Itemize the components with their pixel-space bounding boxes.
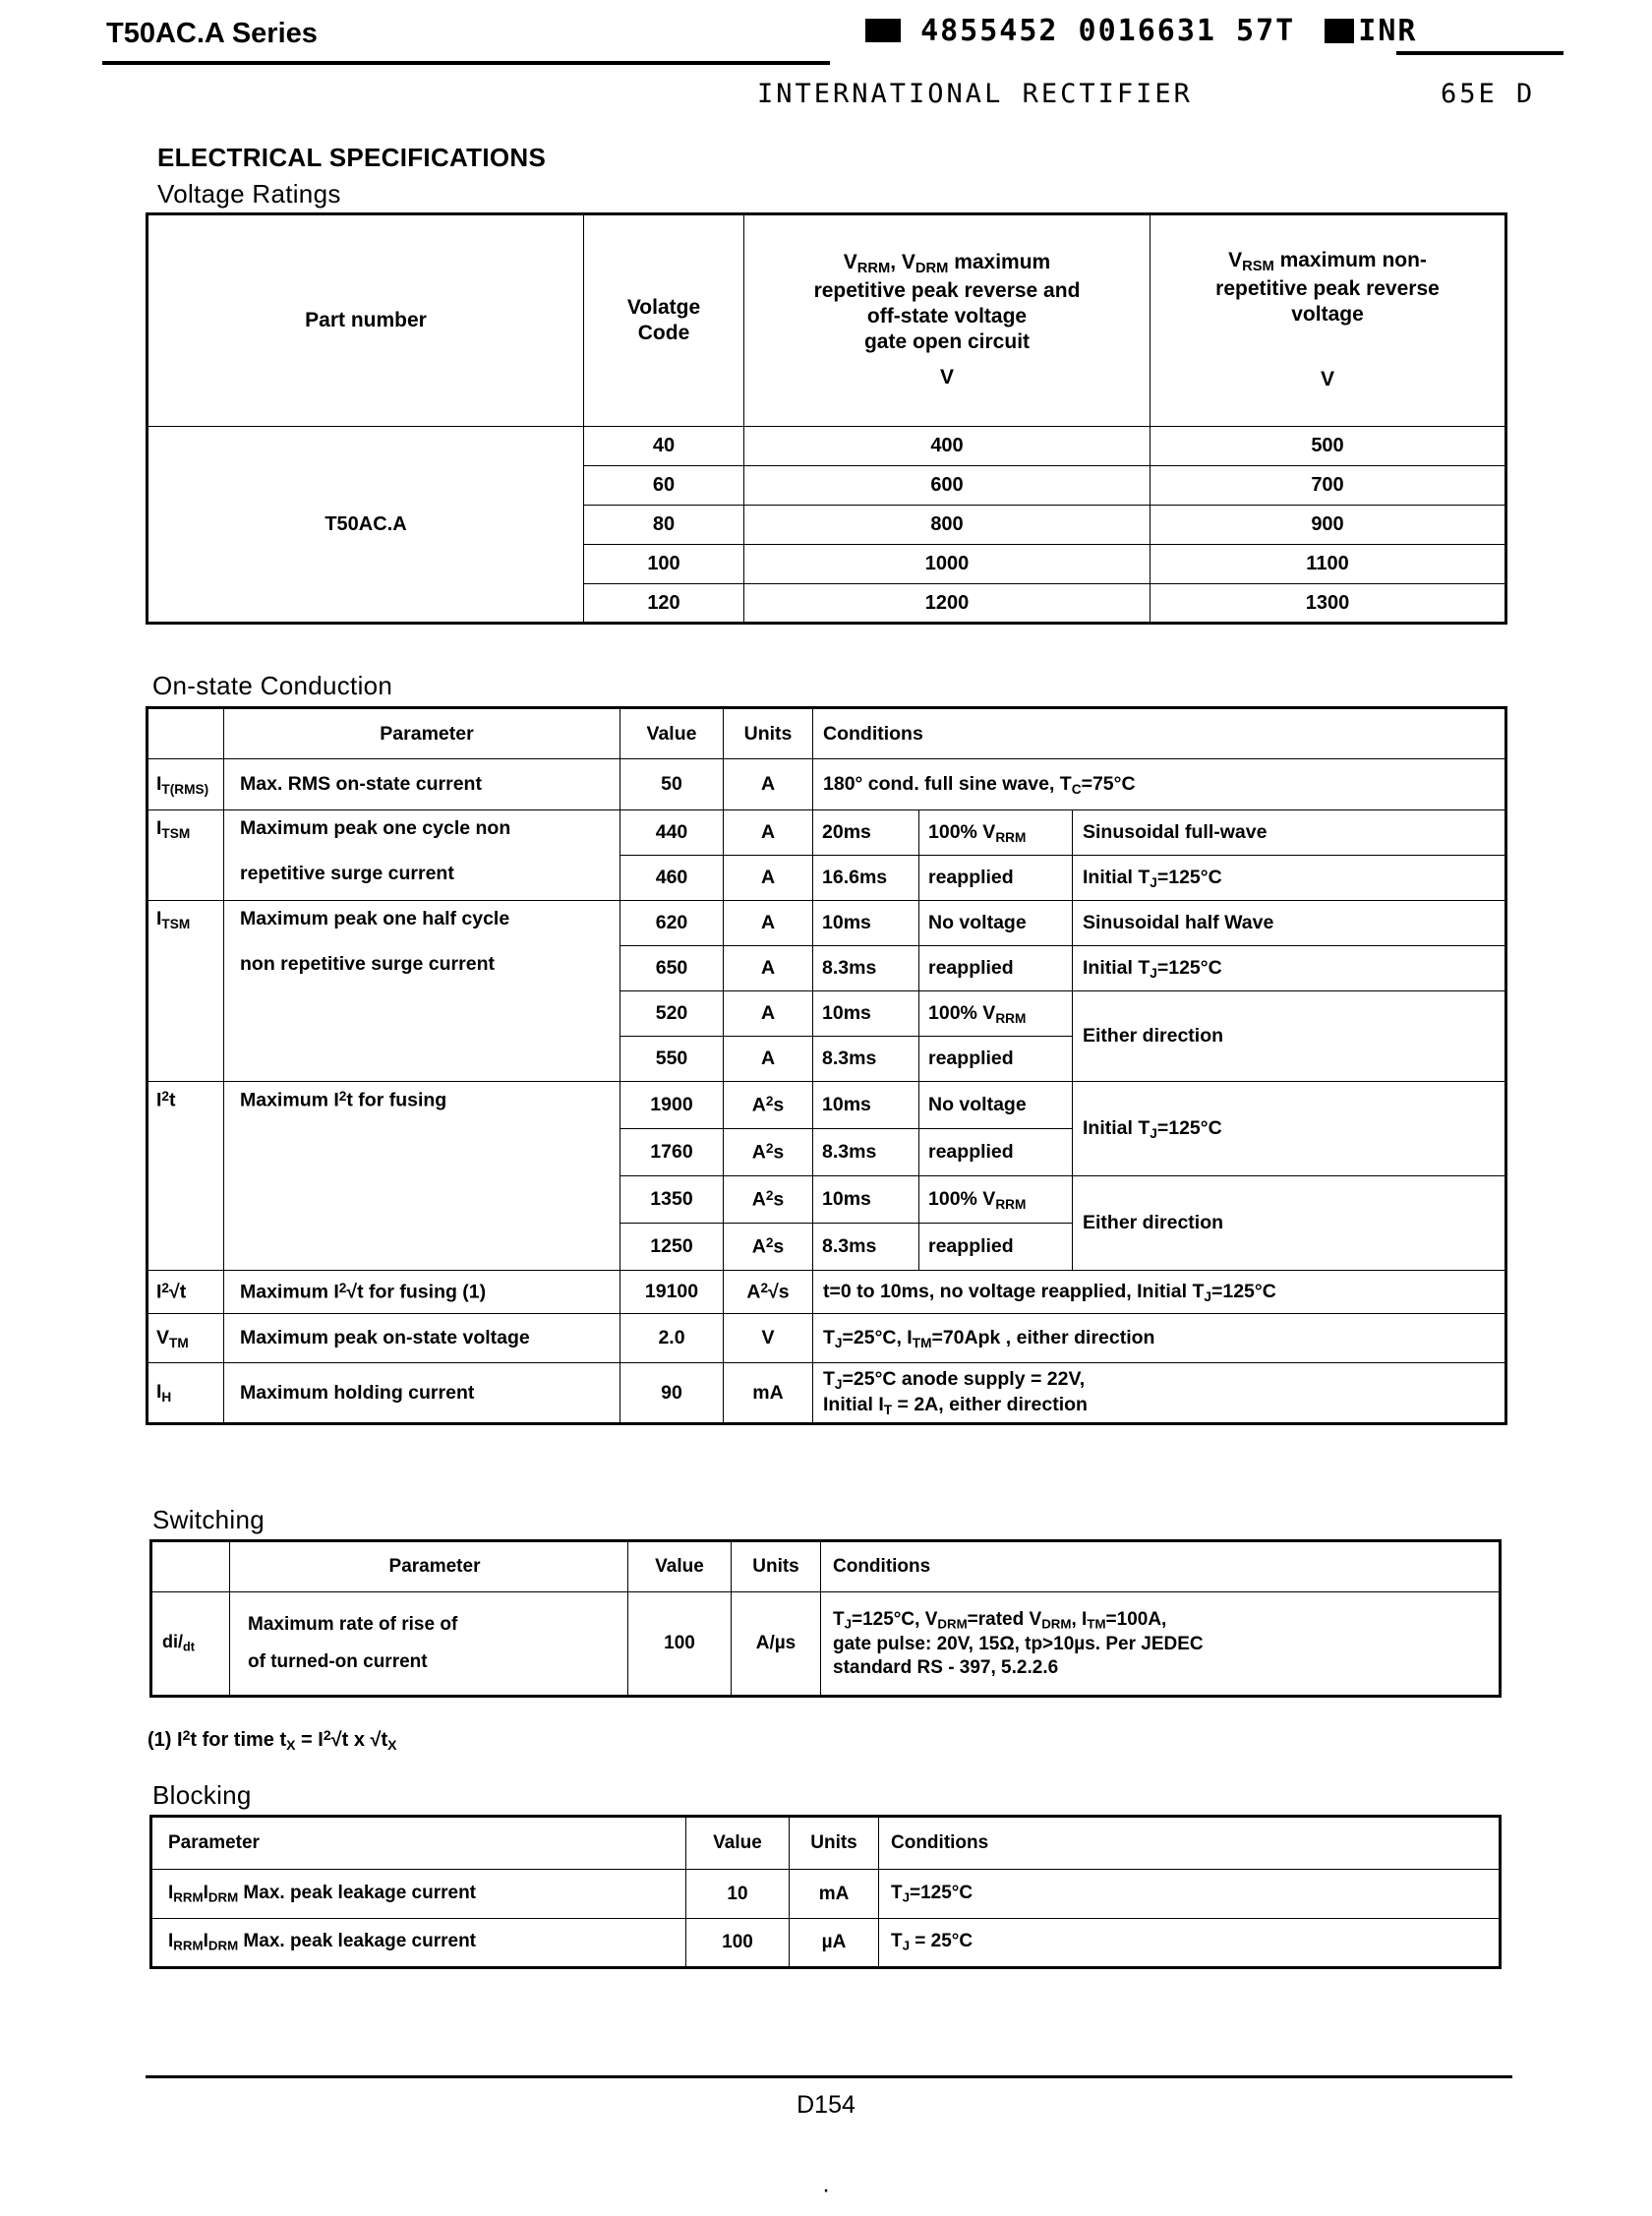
col-value: Value [620,708,724,759]
table-row-leakage-25 [151,1919,1501,1968]
col-vrsm [1150,214,1506,427]
col-value: Value [686,1817,790,1870]
col-units: Units [724,708,813,759]
col-parameter: Parameter [230,1541,628,1592]
vrrm-line1: $V_{RRM}$, $V_{DRM}$ maximum [843,251,1051,277]
value-ih: 90 [620,1363,724,1424]
table-row-i2t-1 [148,1082,1506,1129]
itsm-half-line1: Maximum peak one half cycle [240,908,510,929]
value-vtm: 2.0 [620,1314,724,1363]
time: 16.6ms [813,856,919,901]
units-leakage-125: mA [790,1870,879,1919]
page-number: D154 [796,2091,856,2119]
parameter-vtm: Maximum peak on-state voltage [224,1314,620,1363]
symbol-vtm: $V_{TM}$ [148,1314,224,1363]
section-voltage-ratings: Voltage Ratings [157,179,341,209]
vrrm-line2: repetitive peak reverse and [813,278,1081,302]
parameter-leakage-25: $I_{RRM}I_{DRM}$ Max. peak leakage current [151,1919,686,1968]
value: 1760 [620,1129,724,1176]
units-didt: A/µs [732,1592,821,1697]
units: $A^2s$ [724,1082,813,1129]
voltage-cond: reapplied [919,1224,1073,1271]
col-parameter: Parameter [224,708,620,759]
company-code: 65E D [1441,79,1536,109]
condition-leakage-25: $T_J = 25^\circ C$ [879,1919,1501,1968]
vrrm-value: 1200 [744,584,1150,624]
stamp-block2-icon [1325,19,1354,43]
vrsm-value: 500 [1150,427,1506,466]
col-parameter: Parameter [151,1817,686,1870]
time: 8.3ms [813,1224,919,1271]
col-units: Units [732,1541,821,1592]
value-leakage-125: 10 [686,1870,790,1919]
symbol-itsm-full: $I_{TSM}$ [148,810,224,901]
footnote-1: (1) $I^2t$ for time $t_X = I^2√t$ x $√t_X$ [148,1727,397,1753]
units: $A^2s$ [724,1176,813,1224]
value-it-rms: 50 [620,759,724,810]
symbol-itsm-half: $I_{TSM}$ [148,901,224,1082]
stamp-block-icon [865,19,901,42]
voltage-cond: 100% $V_{RRM}$ [919,991,1073,1037]
parameter-it-rms: Max. RMS on-state current [224,759,620,810]
table-header-row [148,214,1506,427]
didt-numerator: di [162,1632,179,1652]
blocking-table [149,1815,1502,1969]
value: 520 [620,991,724,1037]
page-title: ELECTRICAL SPECIFICATIONS [157,143,547,172]
units: A [724,1037,813,1082]
voltage-cond: No voltage [919,901,1073,946]
code-value: 40 [584,427,744,466]
stamp-suffix: INR [1358,14,1418,48]
col-symbol [148,708,224,759]
title-underline [102,61,830,65]
vrrm-value: 400 [744,427,1150,466]
voltage-code-line1: Volatge [626,295,701,319]
value-leakage-25: 100 [686,1919,790,1968]
vrrm-value: 600 [744,466,1150,506]
didt-denominator: dt [183,1640,195,1654]
col-part-number: Part number [148,214,584,427]
parameter-i2sqrt-t: Maximum $I^2√t$ for fusing (1) [224,1271,620,1314]
col-units: Units [790,1817,879,1870]
time: 8.3ms [813,1129,919,1176]
condition: Sinusoidal full-wave [1073,810,1506,856]
stamp-underline [1396,51,1564,55]
voltage-cond: reapplied [919,856,1073,901]
vrrm-value: 1000 [744,545,1150,584]
code-value: 80 [584,506,744,545]
units: A [724,856,813,901]
condition-vtm: $T_J=25^\circ C$, $I_{TM}=70Apk$ , either direction [813,1314,1506,1363]
units-ih: mA [724,1363,813,1424]
time: 8.3ms [813,946,919,991]
didt-cond-line1: $T_J=125^\circ C$, $V_{DRM}=rated$ $V_{DRM}$, $I_{TM}=100A$, [833,1608,1167,1632]
table-row-ih [148,1363,1506,1424]
value: 460 [620,856,724,901]
vrsm-value: 1100 [1150,545,1506,584]
condition: Sinusoidal half Wave [1073,901,1506,946]
vrrm-value: 800 [744,506,1150,545]
symbol-ih: $I_H$ [148,1363,224,1424]
code-value: 60 [584,466,744,506]
table-row-it-rms [148,759,1506,810]
units: A [724,901,813,946]
vrrm-line3: off-state voltage [866,304,1028,328]
didt-cond-line2: gate pulse: 20V, 15Ω, tp>10µs. Per JEDEC [833,1633,1204,1654]
footer-divider [146,2075,1512,2078]
on-state-conduction-table [146,706,1507,1425]
units: A [724,991,813,1037]
parameter-didt [230,1592,628,1697]
table-header-row [151,1541,1501,1592]
units: $A^2s$ [724,1129,813,1176]
symbol-it-rms: $I_{T(RMS)}$ [148,759,224,810]
col-conditions: Conditions [813,708,1506,759]
col-conditions: Conditions [821,1541,1501,1592]
time: 10ms [813,1082,919,1129]
condition-i2t-bottom: Either direction [1073,1176,1506,1271]
voltage-cond: reapplied [919,1129,1073,1176]
section-switching: Switching [152,1505,265,1534]
table-row [148,427,1506,466]
units-i2sqrt-t: $A^2√s$ [724,1271,813,1314]
ih-cond-line1: $T_J=25^\circ C$ anode supply = 22V, [823,1368,1086,1392]
table-row-itsm-half-1 [148,901,1506,946]
vrsm-unit: V [1320,368,1334,391]
vrsm-value: 700 [1150,466,1506,506]
value: 620 [620,901,724,946]
table-header-row [148,708,1506,759]
time: 10ms [813,901,919,946]
didt-param-line2: of turned-on current [248,1651,428,1672]
condition-didt [821,1592,1501,1697]
value: 1250 [620,1224,724,1271]
didt-param-line1: Maximum rate of rise of [248,1614,458,1636]
condition-i2sqrt-t: t=0 to 10ms, no voltage reapplied, Initial $T_J=125^\circ C$ [813,1271,1506,1314]
vrsm-value: 1300 [1150,584,1506,624]
parameter-leakage-125: $I_{RRM}I_{DRM}$ Max. peak leakage current [151,1870,686,1919]
vrrm-unit: V [939,366,954,389]
part-number-value: T50AC.A [148,427,584,624]
condition-i2t-top: Initial $T_J=125^\circ C$ [1073,1082,1506,1176]
series-title: T50AC.A Series [106,18,318,49]
voltage-code-line2: Code [637,322,690,344]
code-value: 120 [584,584,744,624]
col-value: Value [628,1541,732,1592]
itsm-full-line1: Maximum peak one cycle non [240,817,511,839]
condition-it-rms: 180° cond. full sine wave, $T_C=75^\circ C$ [813,759,1506,810]
condition-leakage-125: $T_J=125^\circ C$ [879,1870,1501,1919]
value: 550 [620,1037,724,1082]
page-header [0,0,1652,138]
table-row-itsm-full-1 [148,810,1506,856]
section-on-state-conduction: On-state Conduction [152,671,393,700]
symbol-i2t: $I^2t$ [148,1082,224,1271]
condition: Initial $T_J=125^\circ C$ [1073,946,1506,991]
condition: Either direction [1073,991,1506,1082]
time: 10ms [813,1176,919,1224]
units: A [724,946,813,991]
units-it-rms: A [724,759,813,810]
vrsm-line3: voltage [1291,303,1364,327]
itsm-full-line2: repetitive surge current [240,863,454,885]
col-vrrm-vdrm [744,214,1150,427]
voltage-cond: reapplied [919,946,1073,991]
condition-ih [813,1363,1506,1424]
company-name: INTERNATIONAL RECTIFIER [757,79,1193,109]
symbol-didt: $di/_{dt}$ [151,1592,230,1697]
condition: Initial $T_J=125^\circ C$ [1073,856,1506,901]
symbol-i2sqrt-t: $I^2√t$ [148,1271,224,1314]
voltage-cond: 100% $V_{RRM}$ [919,1176,1073,1224]
table-row-leakage-125 [151,1870,1501,1919]
parameter-i2t: Maximum $I^2t$ for fusing [224,1082,620,1271]
value-didt: 100 [628,1592,732,1697]
vrsm-line1: $V_{RSM}$ maximum non- [1228,249,1427,275]
units: A [724,810,813,856]
value: 1900 [620,1082,724,1129]
voltage-cond: No voltage [919,1082,1073,1129]
time: 10ms [813,991,919,1037]
col-voltage-code [584,214,744,427]
parameter-itsm-full [224,810,620,901]
units-leakage-25: µA [790,1919,879,1968]
didt-cond-line3: standard RS - 397, 5.2.2.6 [833,1656,1059,1678]
barcode-stamp [865,14,1417,48]
table-row-didt [151,1592,1501,1697]
units-vtm: V [724,1314,813,1363]
value-i2sqrt-t: 19100 [620,1271,724,1314]
vrsm-value: 900 [1150,506,1506,545]
value: 440 [620,810,724,856]
section-blocking: Blocking [152,1780,252,1810]
ih-cond-line2: Initial $I_T = 2A$, either direction [823,1394,1088,1417]
time: 8.3ms [813,1037,919,1082]
vrrm-line4: gate open circuit [863,330,1031,354]
code-value: 100 [584,545,744,584]
voltage-cond: reapplied [919,1037,1073,1082]
voltage-ratings-table [146,212,1507,625]
switching-table [149,1539,1502,1698]
voltage-cond: 100% $V_{RRM}$ [919,810,1073,856]
value: 650 [620,946,724,991]
parameter-ih: Maximum holding current [224,1363,620,1424]
col-conditions: Conditions [879,1817,1501,1870]
time: 20ms [813,810,919,856]
parameter-itsm-half [224,901,620,1082]
units: $A^2s$ [724,1224,813,1271]
value: 1350 [620,1176,724,1224]
table-row-vtm [148,1314,1506,1363]
col-symbol [151,1541,230,1592]
table-header-row [151,1817,1501,1870]
stamp-numbers: 4855452 0016631 57T [920,14,1296,48]
table-row-i2sqrt-t [148,1271,1506,1314]
itsm-half-line2: non repetitive surge current [240,953,495,976]
vrsm-line2: repetitive peak reverse [1215,276,1440,300]
bottom-mark: · [821,2176,831,2203]
